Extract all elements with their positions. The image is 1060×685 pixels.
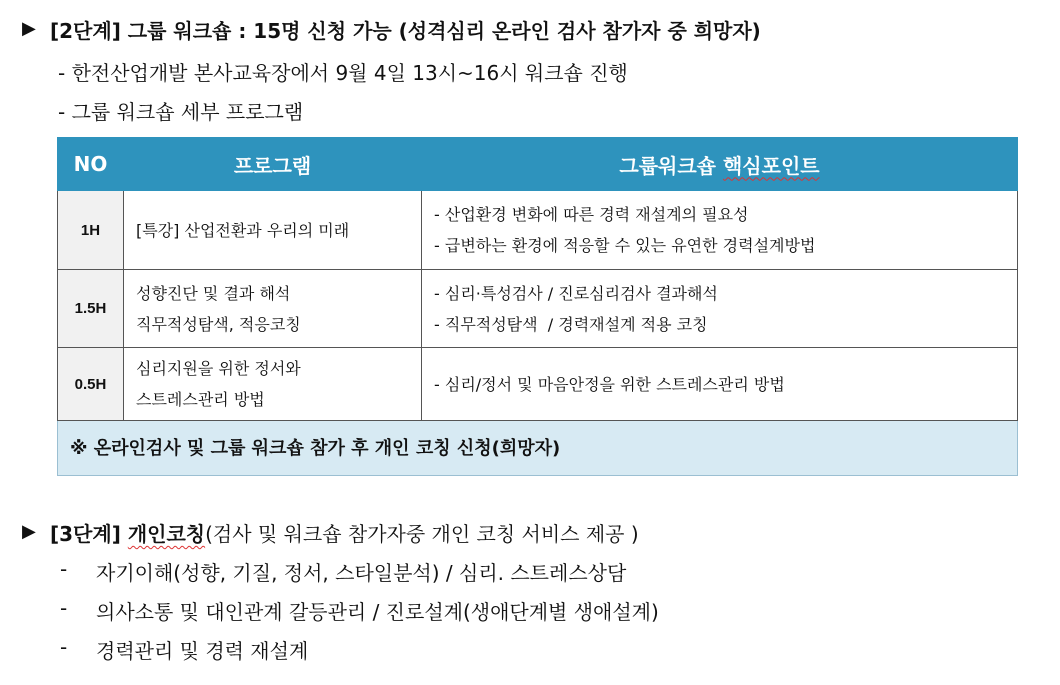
step3-title-prefix: [3단계]	[50, 522, 128, 546]
program-line: 성향진단 및 결과 해석	[136, 283, 291, 303]
table-row	[58, 348, 1018, 421]
row-duration: 1.5H	[58, 270, 124, 348]
table-row	[58, 191, 1018, 270]
program-line: 심리지원을 위한 정서와	[136, 359, 301, 378]
header-points-prefix: 그룹워크숍	[619, 153, 723, 178]
row-program	[124, 270, 422, 348]
table-note-row	[58, 421, 1018, 476]
row-duration: 1H	[58, 191, 124, 270]
step3-title	[50, 518, 639, 547]
point-line: - 산업환경 변화에 따른 경력 재설계의 필요성	[434, 205, 749, 224]
point-line: - 심리/정서 및 마음안정을 위한 스트레스관리 방법	[434, 374, 785, 394]
step2-title: [2단계] 그룹 워크숍 : 15명 신청 가능 (성격심리 온라인 검사 참가자 중 희망자)	[50, 19, 761, 43]
program-table	[57, 137, 1018, 476]
step3-item-1-dash: -	[60, 557, 68, 581]
header-no: NO	[58, 138, 124, 191]
table-header-row	[58, 138, 1018, 191]
step2-line-1: - 한전산업개발 본사교육장에서 9월 4일 13시~16시 워크숍 진행	[58, 61, 628, 85]
step3-marker: ▶	[22, 521, 36, 542]
step2-line-2: - 그룹 워크숍 세부 프로그램	[58, 100, 304, 124]
header-points-marked: 핵심포인트	[722, 153, 820, 178]
step3-item-1: 자기이해(성향, 기질, 정서, 스타일분석) / 심리. 스트레스상담	[96, 561, 627, 585]
program-line: 스트레스관리 방법	[136, 390, 265, 409]
step2-marker: ▶	[22, 18, 36, 39]
step3-item-2: 의사소통 및 대인관계 갈등관리 / 진로설계(생애단계별 생애설계)	[96, 600, 659, 624]
table-note: ※ 온라인검사 및 그룹 워크숍 참가 후 개인 코칭 신청(희망자)	[58, 421, 1018, 476]
point-line: - 심리·특성검사 / 진로심리검사 결과해석	[434, 283, 718, 303]
header-points	[422, 138, 1018, 191]
step3-item-2-dash: -	[60, 596, 68, 620]
point-line: - 급변하는 환경에 적응할 수 있는 유연한 경력설계방법	[434, 236, 816, 255]
row-points	[422, 270, 1018, 348]
step3-item-3: 경력관리 및 경력 재설계	[96, 639, 309, 663]
table-row	[58, 270, 1018, 348]
row-points	[422, 348, 1018, 421]
row-points	[422, 191, 1018, 270]
row-program	[124, 348, 422, 421]
row-program	[124, 191, 422, 270]
step3-item-3-dash: -	[60, 635, 68, 659]
program-line: [특강] 산업전환과 우리의 미래	[136, 220, 350, 240]
row-duration: 0.5H	[58, 348, 124, 421]
program-line: 직무적성탐색, 적응코칭	[136, 314, 301, 334]
step3-title-marked: 개인코칭	[127, 522, 206, 546]
point-line: - 직무적성탐색 / 경력재설계 적용 코칭	[434, 314, 708, 334]
step3-title-rest: (검사 및 워크숍 참가자중 개인 코칭 서비스 제공 )	[205, 522, 639, 546]
header-program: 프로그램	[124, 138, 422, 191]
